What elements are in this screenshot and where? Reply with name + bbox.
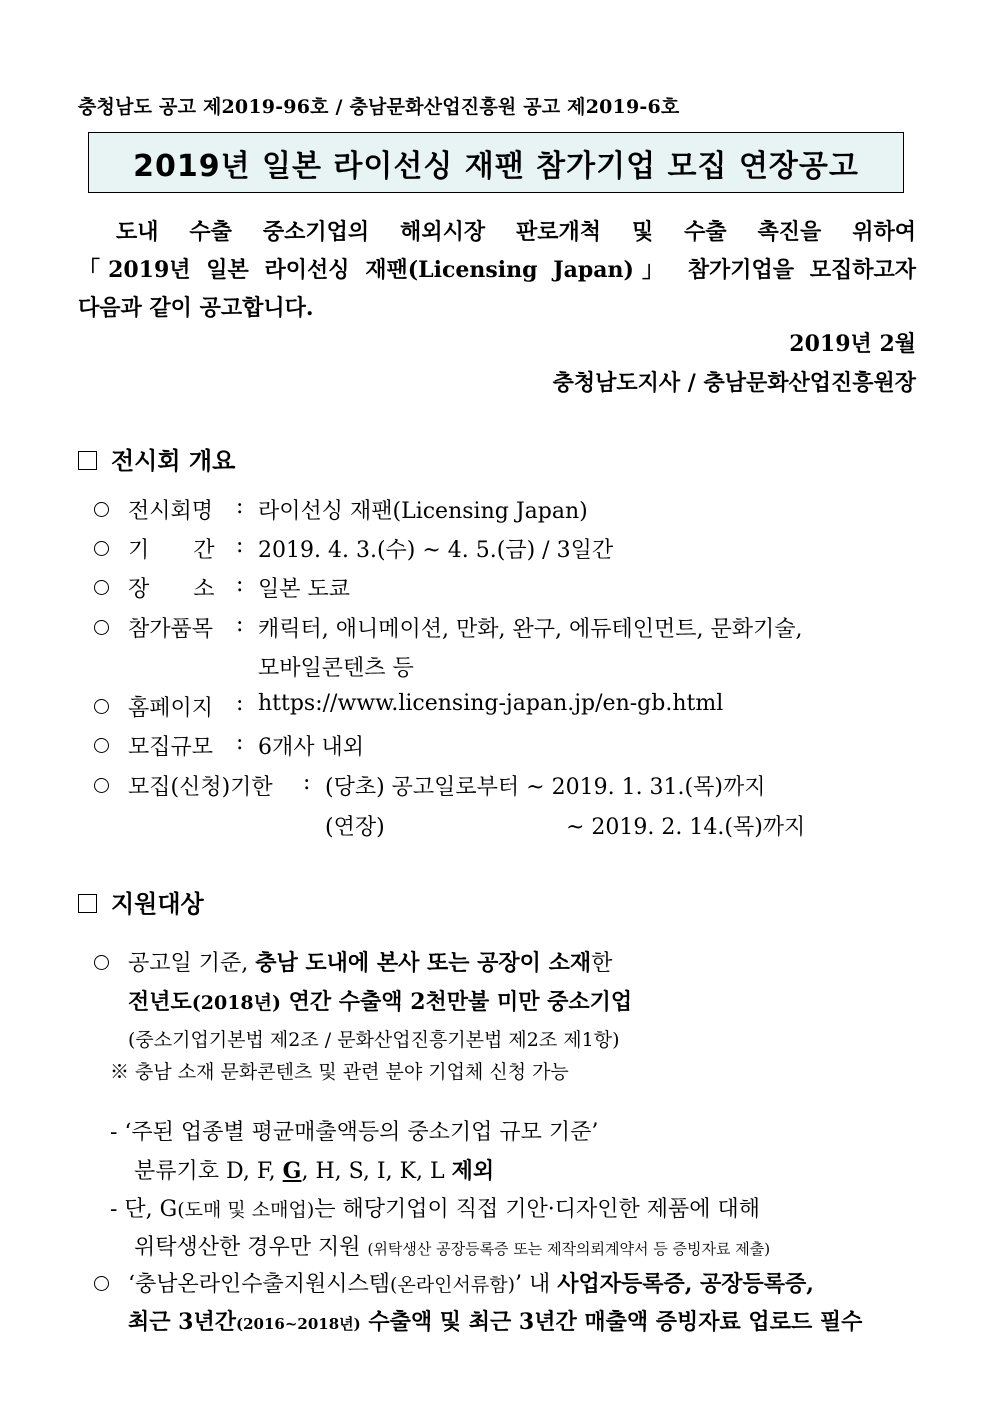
intro-paragraph [78,213,916,327]
intro-line: 도내 수출 중소기업의 해외시장 판로개척 및 수출 촉진을 위하여 [116,219,916,245]
section-heading-overview [78,441,235,476]
square-bullet-icon [78,894,97,913]
item-colon: : [236,572,244,597]
homepage-link[interactable]: https://www.licensing-japan.jp/en-gb.html [258,691,724,716]
item-colon: : [236,691,244,716]
item-label: 전시회명 [128,499,214,524]
item-colon: : [303,770,311,795]
item-label: 모집(신청)기한 [128,775,273,800]
section-heading-text: 지원대상 [111,890,204,918]
section-heading-text: 전시회 개요 [111,447,236,475]
notice-numbers: 충청남도 공고 제2019-96호 / 충남문화산업진흥원 공고 제2019-6호 [78,96,680,118]
criteria-line: 위탁생산한 경우만 지원 (위탁생산 공장등록증 또는 제작의뢰계약서 등 증빙자료 제출) [134,1235,771,1260]
item-value: 일본 도쿄 [258,577,351,602]
square-bullet-icon [78,451,97,470]
item-label: 기 간 [128,538,215,563]
item-value: 라이선싱 재팬(Licensing Japan) [258,499,588,524]
item-value-extension-date: ~ 2019. 2. 14.(목)까지 [566,815,806,840]
criteria-line: - 단, G(도매 및 소매업)는 해당기업이 직접 기안·디자인한 제품에 대해 [110,1197,761,1222]
item-colon: : [236,730,244,755]
criteria-line: 분류기호 D, F, G, H, S, I, K, L 제외 [134,1158,495,1184]
circle-bullet-icon [94,738,109,753]
circle-bullet-icon [94,699,109,714]
circle-bullet-icon [94,541,109,556]
eligibility-line: 전년도(2018년) 연간 수출액 2천만불 미만 중소기업 [128,989,633,1015]
legal-reference: (중소기업기본법 제2조 / 문화산업진흥기본법 제2조 제1항) [128,1029,620,1051]
eligibility-line: 최근 3년간(2016~2018년) 수출액 및 최근 3년간 매출액 증빙자료 업로드 필수 [128,1309,863,1335]
item-value-extension: (연장) [325,815,385,840]
intro-line: 다음과 같이 공고합니다. [78,295,314,321]
issue-date: 2019년 2월 [789,331,916,357]
eligibility-line: ‘충남온라인수출지원시스템(온라인서류함)’ 내 사업자등록증, 공장등록증, [128,1271,814,1297]
item-value: 캐릭터, 애니메이션, 만화, 완구, 에듀테인먼트, 문화기술, [258,617,803,642]
eligibility-line: 공고일 기준, 충남 도내에 본사 또는 공장이 소재한 [128,950,613,976]
circle-bullet-icon [94,502,109,517]
document-title: 2019년 일본 라이선싱 재팬 참가기업 모집 연장공고 [133,148,859,184]
circle-bullet-icon [94,1276,109,1291]
circle-bullet-icon [94,778,109,793]
item-label: 참가품목 [128,617,214,642]
circle-bullet-icon [94,620,109,635]
issuer: 충청남도지사 / 충남문화산업진흥원장 [552,370,916,396]
item-colon: : [236,533,244,558]
circle-bullet-icon [94,955,109,970]
title-box [88,132,904,193]
item-value-continued: 모바일콘텐츠 등 [258,656,414,681]
intro-line: 「2019년 일본 라이선싱 재팬(Licensing Japan)」 참가기업을 모집하고자 [78,257,916,283]
eligibility-note: ※ 충남 소재 문화콘텐츠 및 관련 분야 기업체 신청 가능 [110,1061,569,1083]
item-label: 모집규모 [128,735,214,760]
item-label: 장 소 [128,577,215,602]
item-label: 홈페이지 [128,696,214,721]
item-colon: : [236,494,244,519]
item-value: 2019. 4. 3.(수) ~ 4. 5.(금) / 3일간 [258,538,614,563]
criteria-line: - ‘주된 업종별 평균매출액등의 중소기업 규모 기준’ [110,1120,599,1145]
section-heading-eligibility [78,884,204,919]
circle-bullet-icon [94,580,109,595]
item-value: 6개사 내외 [258,735,364,760]
item-colon: : [236,612,244,637]
item-value: (당초) 공고일로부터 ~ 2019. 1. 31.(목)까지 [325,775,766,800]
